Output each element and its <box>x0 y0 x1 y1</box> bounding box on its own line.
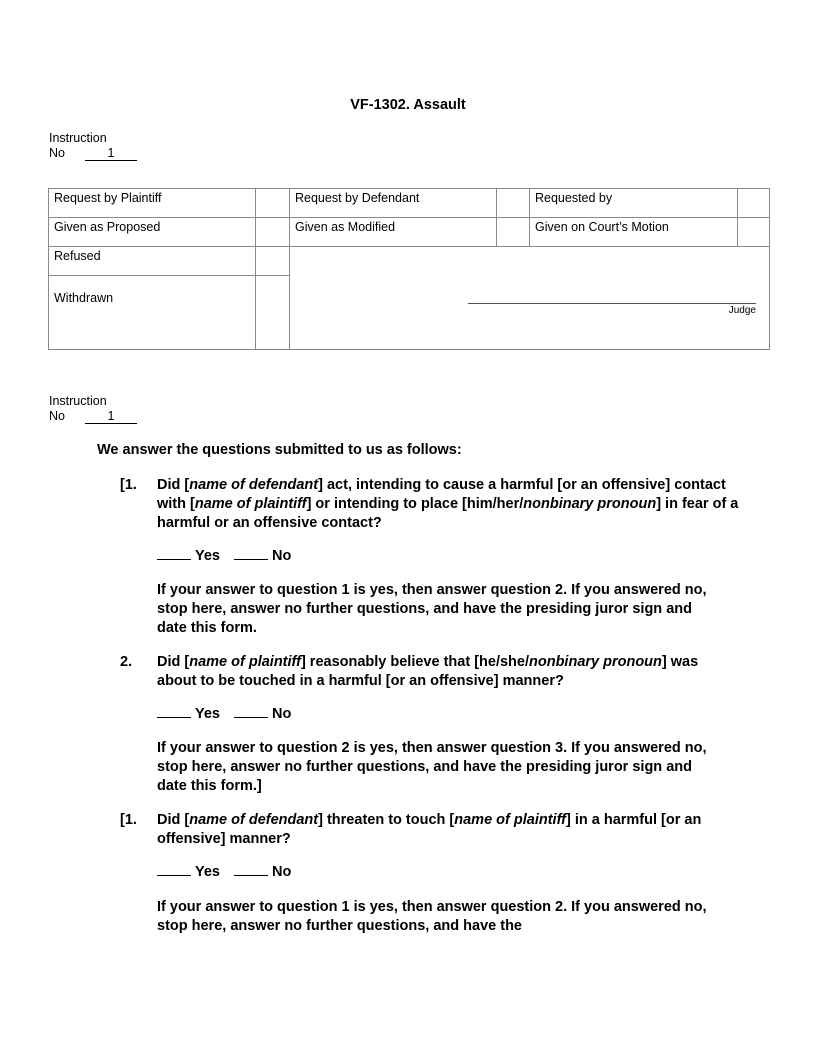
instruction-number-row <box>49 146 137 161</box>
yes-label: Yes <box>195 706 220 722</box>
label-request-by-defendant: Request by Defendant <box>290 189 497 218</box>
label-requested-by: Requested by <box>530 189 738 218</box>
question-text-segment: ] reasonably believe that [he/she/ <box>300 654 529 670</box>
label-refused: Refused <box>49 247 256 276</box>
instruction-label: Instruction <box>49 131 107 145</box>
label-withdrawn: Withdrawn <box>49 276 256 350</box>
instruction-no-label: No <box>49 146 65 160</box>
checkbox-requested-by[interactable] <box>738 189 770 218</box>
question-number: [1. <box>120 812 137 828</box>
table-row <box>49 218 770 247</box>
followup-q1-alternate: If your answer to question 1 is yes, then answer question 2. If you answered no, stop here, answer no further questions, and have the <box>157 899 707 934</box>
no-blank[interactable] <box>234 547 268 560</box>
yes-blank[interactable] <box>157 863 191 876</box>
no-blank[interactable] <box>234 863 268 876</box>
placeholder-text: name of plaintiff <box>454 812 566 828</box>
no-label: No <box>272 548 292 564</box>
question-text <box>157 811 740 849</box>
no-blank[interactable] <box>234 705 268 718</box>
judge-label: Judge <box>728 305 756 316</box>
question-2 <box>120 653 740 691</box>
checkbox-given-on-courts-motion[interactable] <box>738 218 770 247</box>
table-row <box>49 247 770 276</box>
instruction-block-bottom <box>49 394 137 424</box>
placeholder-text: nonbinary pronoun <box>523 496 657 512</box>
question-text-segment: Did [ <box>157 812 190 828</box>
title-text: VF-1302. Assault <box>350 97 466 113</box>
instruction-no-label: No <box>49 409 65 423</box>
question-number: 2. <box>120 654 133 670</box>
no-label: No <box>272 864 292 880</box>
verdict-intro: We answer the questions submitted to us as follows: <box>97 442 462 458</box>
instruction-block-top <box>49 131 137 161</box>
checkbox-request-by-defendant[interactable] <box>497 189 530 218</box>
judge-signature-line[interactable] <box>468 303 756 304</box>
no-label: No <box>272 706 292 722</box>
yes-label: Yes <box>195 864 220 880</box>
instruction-no-value: 1 <box>85 410 137 424</box>
followup-q1: If your answer to question 1 is yes, then answer question 2. If you answered no, stop here, answer no further questions, and have the presiding juror sign and date this form. <box>157 582 707 636</box>
yes-label: Yes <box>195 548 220 564</box>
checkbox-refused[interactable] <box>256 247 290 276</box>
placeholder-text: nonbinary pronoun <box>529 654 662 670</box>
placeholder-text: name of defendant <box>189 477 319 493</box>
question-1-alternate <box>120 811 740 849</box>
instruction-number-row <box>49 409 137 424</box>
checkbox-withdrawn[interactable] <box>256 276 290 350</box>
question-text-segment: ] act, intending to cause a harmful [or an offensive] contact with [ <box>157 477 726 512</box>
answer-choices-q1-alternate <box>157 863 291 880</box>
question-text-segment: ] was about to be touched in a harmful [or an offensive] manner? <box>157 654 699 689</box>
answer-choices-q1 <box>157 547 291 564</box>
label-request-by-plaintiff: Request by Plaintiff <box>49 189 256 218</box>
label-given-as-modified: Given as Modified <box>290 218 497 247</box>
question-1 <box>120 476 740 533</box>
yes-blank[interactable] <box>157 547 191 560</box>
placeholder-text: name of plaintiff <box>189 654 301 670</box>
answer-choices-q2 <box>157 705 291 722</box>
judge-signature-area <box>290 247 770 350</box>
checkbox-request-by-plaintiff[interactable] <box>256 189 290 218</box>
checkbox-given-as-proposed[interactable] <box>256 218 290 247</box>
label-given-as-proposed: Given as Proposed <box>49 218 256 247</box>
question-text-segment: ] in a harmful [or an offensive] manner? <box>157 812 702 847</box>
question-text-segment: Did [ <box>157 477 190 493</box>
question-text <box>157 476 740 533</box>
question-text-segment: ] threaten to touch [ <box>318 812 455 828</box>
question-text <box>157 653 740 691</box>
table-row <box>49 189 770 218</box>
instruction-no-value: 1 <box>85 147 137 161</box>
placeholder-text: name of defendant <box>189 812 319 828</box>
question-text-segment: Did [ <box>157 654 190 670</box>
yes-blank[interactable] <box>157 705 191 718</box>
document-title <box>0 97 816 113</box>
checkbox-given-as-modified[interactable] <box>497 218 530 247</box>
label-given-on-courts-motion: Given on Court’s Motion <box>530 218 738 247</box>
request-disposition-table <box>48 188 770 350</box>
question-text-segment: ] or intending to place [him/her/ <box>306 496 524 512</box>
instruction-label: Instruction <box>49 394 107 408</box>
followup-q2: If your answer to question 2 is yes, then answer question 3. If you answered no, stop here, answer no further questions, and have the presiding juror sign and date this form.] <box>157 740 707 794</box>
question-number: [1. <box>120 477 137 493</box>
placeholder-text: name of plaintiff <box>194 496 307 512</box>
question-text-segment: ] in fear of a harmful or an offensive contact? <box>157 496 739 531</box>
